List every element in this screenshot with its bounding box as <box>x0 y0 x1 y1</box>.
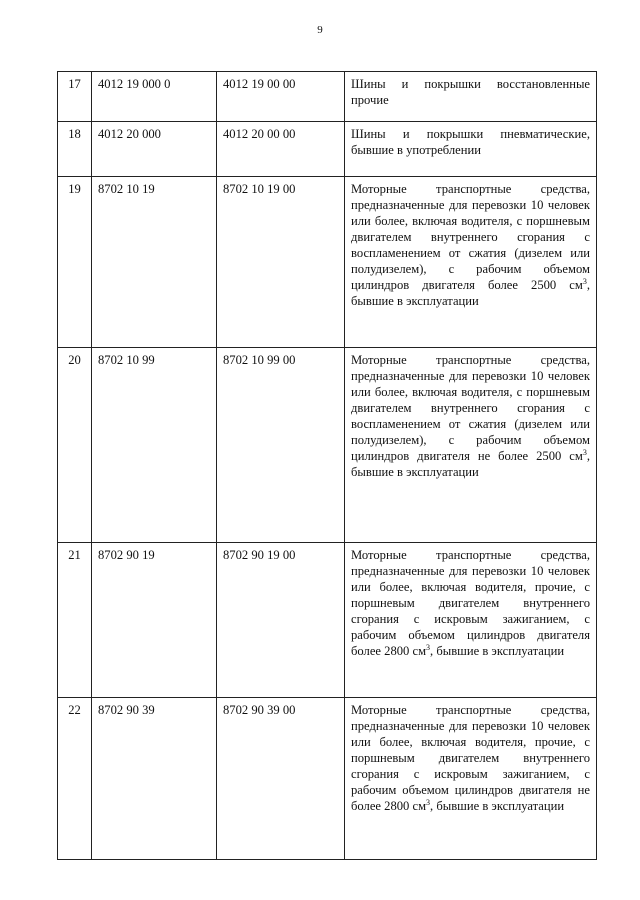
row-number: 19 <box>58 177 92 348</box>
row-number: 17 <box>58 72 92 122</box>
description-cell <box>345 122 597 177</box>
superscript: 3 <box>426 797 431 807</box>
table-row <box>58 698 597 860</box>
description-tail: , бывшие в эксплуатации <box>351 449 590 479</box>
old-code-cell: 8702 90 39 <box>92 698 217 860</box>
description-text: Моторные транспортные средства, предназначенные для перевозки 10 человек или более, включая водителя, с поршневым двигателем внутреннего сгорания с воспламенением от сжатия (дизелем или полудизелем), с рабочим объемом цилиндров двигателя более 2500 см <box>351 182 590 292</box>
table-row <box>58 72 597 122</box>
description-cell <box>345 698 597 860</box>
description-text: Шины и покрышки пневматические, бывшие в употреблении <box>351 127 590 157</box>
new-code-cell: 8702 10 19 00 <box>217 177 345 348</box>
old-code-cell: 4012 19 000 0 <box>92 72 217 122</box>
superscript: 3 <box>426 642 431 652</box>
new-code-cell: 8702 90 39 00 <box>217 698 345 860</box>
description-tail: , бывшие в эксплуатации <box>430 644 565 658</box>
description-cell <box>345 72 597 122</box>
new-code-cell: 8702 90 19 00 <box>217 543 345 698</box>
description-cell <box>345 177 597 348</box>
table-row <box>58 122 597 177</box>
description-text: Моторные транспортные средства, предназначенные для перевозки 10 человек или более, включая водителя, прочие, с поршневым двигателем внутреннего сгорания с искровым зажиганием, с рабочим объемом цилиндров двигателя не более 2800 см <box>351 703 590 813</box>
description-tail: , бывшие в эксплуатации <box>430 799 565 813</box>
table-row <box>58 177 597 348</box>
description-cell <box>345 348 597 543</box>
description-text: Моторные транспортные средства, предназначенные для перевозки 10 человек или более, включая водителя, прочие, с поршневым двигателем внутреннего сгорания с искровым зажиганием, с рабочим объемом цилиндров двигателя более 2800 см <box>351 548 590 658</box>
row-number: 21 <box>58 543 92 698</box>
codes-table <box>57 71 597 860</box>
superscript: 3 <box>582 276 587 286</box>
old-code-cell: 8702 10 99 <box>92 348 217 543</box>
page-number: 9 <box>317 24 323 36</box>
new-code-cell: 8702 10 99 00 <box>217 348 345 543</box>
superscript: 3 <box>582 447 587 457</box>
new-code-cell: 4012 20 00 00 <box>217 122 345 177</box>
description-tail: , бывшие в эксплуатации <box>351 278 590 308</box>
row-number: 18 <box>58 122 92 177</box>
description-cell <box>345 543 597 698</box>
old-code-cell: 8702 90 19 <box>92 543 217 698</box>
row-number: 20 <box>58 348 92 543</box>
old-code-cell: 4012 20 000 <box>92 122 217 177</box>
new-code-cell: 4012 19 00 00 <box>217 72 345 122</box>
old-code-cell: 8702 10 19 <box>92 177 217 348</box>
row-number: 22 <box>58 698 92 860</box>
description-text: Моторные транспортные средства, предназначенные для перевозки 10 человек или более, включая водителя, с поршневым двигателем внутреннего сгорания с воспламенением от сжатия (дизелем или полудизелем), с рабочим объемом цилиндров двигателя не более 2500 см <box>351 353 590 463</box>
table-row <box>58 543 597 698</box>
table-row <box>58 348 597 543</box>
description-text: Шины и покрышки восстановленные прочие <box>351 77 590 107</box>
